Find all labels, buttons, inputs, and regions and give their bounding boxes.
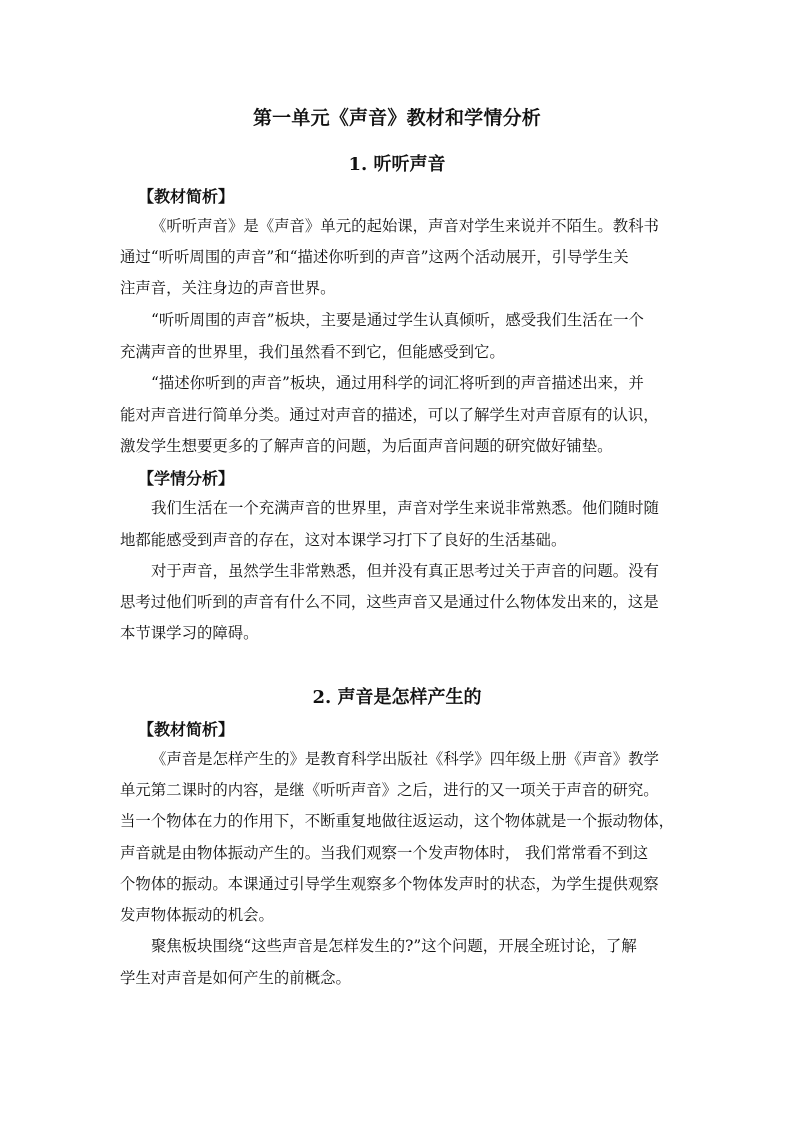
section-title-1: 1. 听听声音 <box>348 154 446 175</box>
paragraph-line: 我们生活在一个充满声音的世界里，声音对学生来说非常熟悉。他们随时随 <box>151 499 659 517</box>
paragraph-line: 《听听声音》是《声音》单元的起始课，声音对学生来说并不陌生。教科书 <box>151 217 659 235</box>
document-title: 第一单元《声音》教材和学情分析 <box>252 107 541 129</box>
paragraph-line: “描述你听到的声音”板块，通过用科学的词汇将听到的声音描述出来，并 <box>151 374 644 392</box>
paragraph-line: 聚焦板块围绕“这些声音是怎样发生的?”这个问题，开展全班讨论，了解 <box>151 937 637 955</box>
paragraph-line: 单元第二课时的内容，是继《听听声音》之后，进行的又一项关于声音的研究。 <box>120 781 659 799</box>
paragraph-line: 激发学生想要更多的了解声音的问题，为后面声音问题的研究做好铺垫。 <box>120 437 613 455</box>
paragraph-line: 充满声音的世界里，我们虽然看不到它，但能感受到它。 <box>120 343 505 361</box>
paragraph-line: 地都能感受到声音的存在，这对本课学习打下了良好的生活基础。 <box>120 531 567 549</box>
paragraph-line: 《声音是怎样产生的》是教育科学出版社《科学》四年级上册《声音》教学 <box>151 750 659 768</box>
section-2-heading-textbook-analysis: 【教材简析】 <box>138 720 235 739</box>
section-1-heading-textbook-analysis: 【教材简析】 <box>138 187 235 206</box>
paragraph-line: 思考过他们听到的声音有什么不同，这些声音又是通过什么物体发出来的，这是 <box>120 593 659 611</box>
paragraph-line: 注声音，关注身边的声音世界。 <box>120 279 336 297</box>
section-title-2: 2. 声音是怎样产生的 <box>312 687 482 708</box>
paragraph-line: 能对声音进行简单分类。通过对声音的描述，可以了解学生对声音原有的认识， <box>120 406 659 424</box>
paragraph-line: “听听周围的声音”板块，主要是通过学生认真倾听，感受我们生活在一个 <box>151 311 644 329</box>
paragraph-line: 声音就是由物体振动产生的。当我们观察一个发声物体时， 我们常常看不到这 <box>120 844 649 862</box>
paragraph-line: 学生对声音是如何产生的前概念。 <box>120 969 351 987</box>
paragraph-line: 本节课学习的障碍。 <box>120 624 259 642</box>
section-1-heading-student-analysis: 【学情分析】 <box>138 469 235 488</box>
paragraph-line: 对于声音，虽然学生非常熟悉，但并没有真正思考过关于声音的问题。没有 <box>151 562 659 580</box>
paragraph-line: 通过“听听周围的声音”和“描述你听到的声音”这两个活动展开，引导学生关 <box>120 248 629 266</box>
paragraph-line: 个物体的振动。本课通过引导学生观察多个物体发声时的状态，为学生提供观察 <box>120 875 659 893</box>
paragraph-line: 发声物体振动的机会。 <box>120 906 274 924</box>
paragraph-line: 当一个物体在力的作用下，不断重复地做往返运动，这个物体就是一个振动物体， <box>120 812 675 830</box>
